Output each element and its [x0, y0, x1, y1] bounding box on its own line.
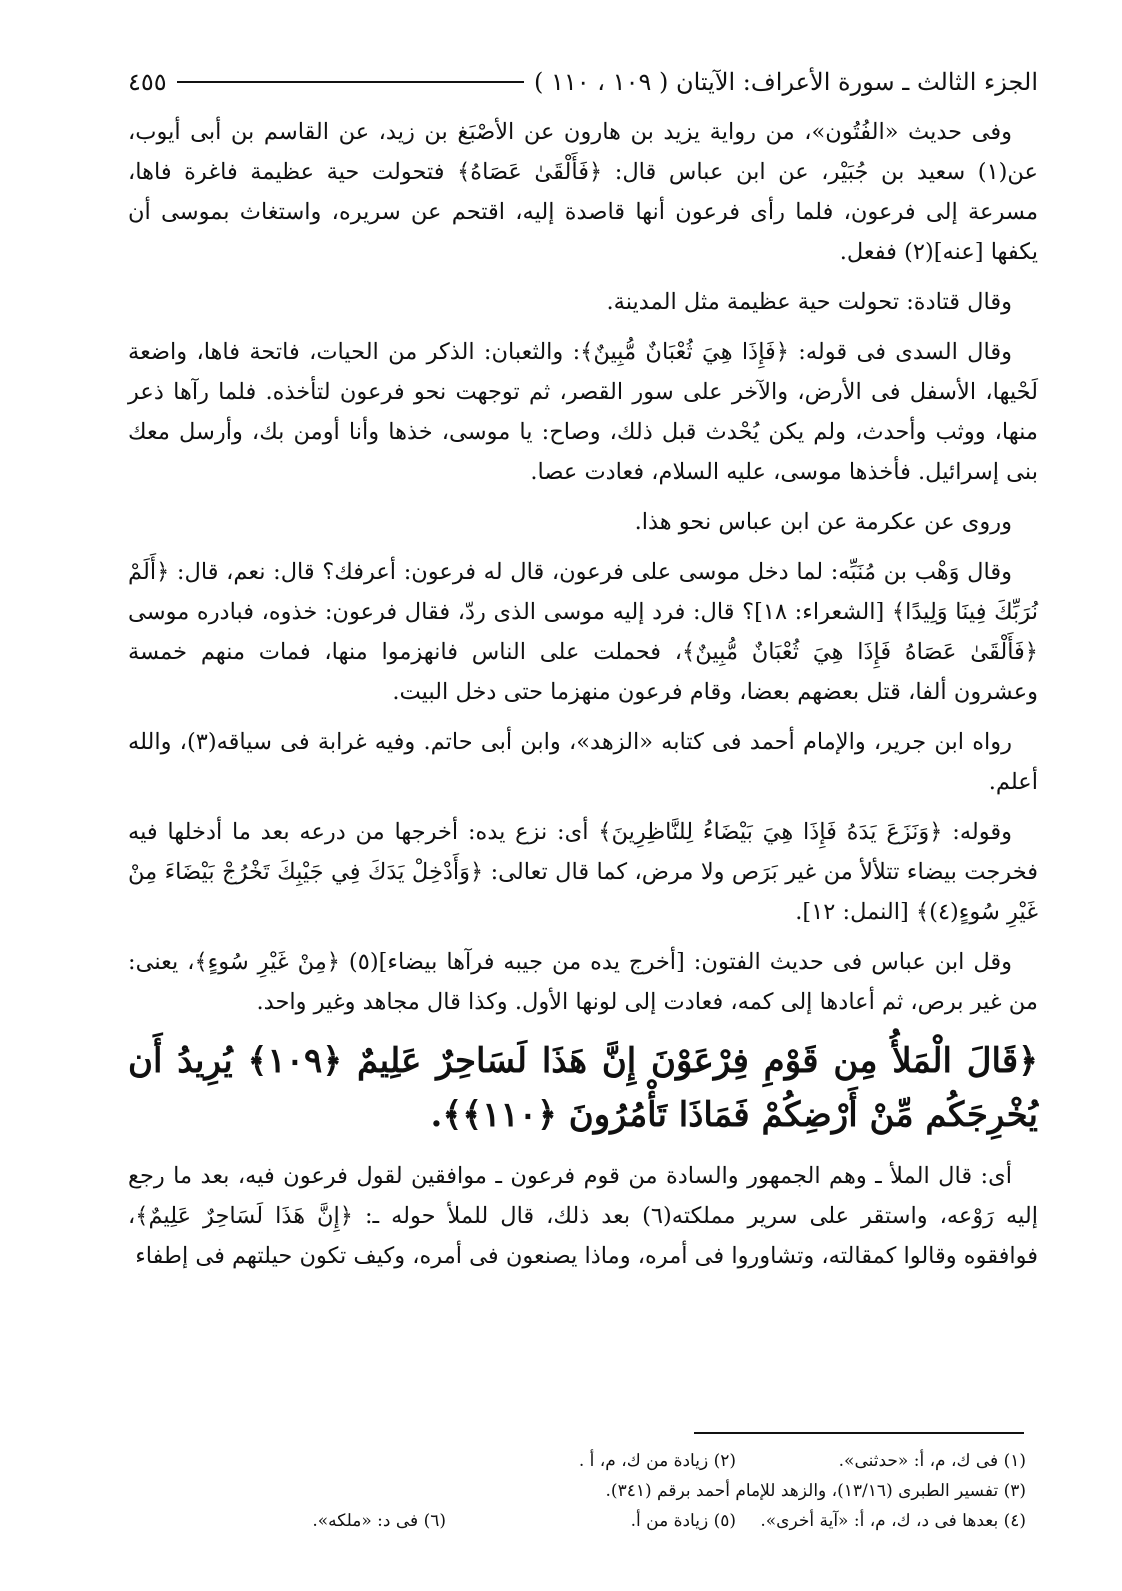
- footnotes: [190, 1446, 1026, 1536]
- footnote-6: (٦) فى د: «ملكه».: [312, 1511, 446, 1531]
- footnote-4: (٤) بعدها فى د، ك، م، أ: «آية أخرى».: [760, 1511, 1026, 1531]
- paragraph-futun: وفى حديث «الفُتُون»، من رواية يزيد بن هارون عن الأصْبَغ بن زيد، عن القاسم بن أبى أيوب، عن(١) سعيد بن جُبَيْر، عن ابن عباس قال: ﴿فَأَلْقَىٰ عَصَاهُ﴾ فتحولت حية عظيمة فاغرة فاها، مسرعة إلى فرعون، فلما رأى فرعون أنها قاصدة إليه، اقتحم عن سريره، واستغاث بموسى أن يكفها [عنه](٢) ففعل.: [128, 119, 1038, 265]
- main-text: [128, 112, 1038, 1286]
- paragraph-qatada: وقال قتادة: تحولت حية عظيمة مثل المدينة.: [606, 289, 1012, 315]
- paragraph-suddi: وقال السدى فى قوله: ﴿فَإِذَا هِيَ ثُعْبَانٌ مُّبِينٌ﴾: والثعبان: الذكر من الحيات، فاتحة فاها، واضعة لَحْيها، الأسفل فى الأرض، والآخر على سور القصر، ثم توجهت نحو فرعون لتأخذه. فلما رآها ذعر منها، ووثب وأحدث، ولم يكن يُحْدث قبل ذلك، وصاح: يا موسى، خذها وأنا أومن بك، وأرسل معك بنى إسرائيل. فأخذها موسى، عليه السلام، فعادت عصا.: [128, 339, 1038, 485]
- header-title: الجزء الثالث ـ سورة الأعراف: الآيتان ( ١٠٩ ، ١١٠ ): [533, 68, 1038, 96]
- paragraph-commentary: أى: قال الملأ ـ وهم الجمهور والسادة من قوم فرعون ـ موافقين لقول فرعون فيه، بعد ما رجع إليه رَوْعه، واستقر على سرير مملكته(٦) بعد ذلك، قال للملأ حوله ـ: ﴿إِنَّ هَذَا لَسَاحِرٌ عَلِيمٌ﴾، فوافقوه وقالوا كمقالته، وتشاوروا فى أمره، وماذا يصنعون فى أمره، وكيف تكون حيلتهم فى إطفاء: [128, 1163, 1038, 1269]
- footnote-row: [190, 1446, 1026, 1476]
- paragraph-ibn-jarir: رواه ابن جرير، والإمام أحمد فى كتابه «الزهد»، وابن أبى حاتم. وفيه غرابة فى سياقه(٣)، والله أعلم.: [128, 729, 1038, 795]
- header-rule: [177, 81, 524, 83]
- footnote-row: [190, 1476, 1026, 1506]
- footnote-divider: [694, 1432, 1024, 1434]
- paragraph-wahb: وقال وَهْب بن مُنَبِّه: لما دخل موسى على فرعون، قال له فرعون: أعرفك؟ قال: نعم، قال: ﴿أَلَمْ نُرَبِّكَ فِينَا وَلِيدًا﴾ [الشعراء: ١٨]؟ قال: فرد إليه موسى الذى ردّ، فقال فرعون: خذوه، فبادره موسى ﴿فَأَلْقَىٰ عَصَاهُ فَإِذَا هِيَ ثُعْبَانٌ مُّبِينٌ﴾، فحملت على الناس فانهزموا منها، فمات منهم خمسة وعشرون ألفا، قتل بعضهم بعضا، وقام فرعون منهزما حتى دخل البيت.: [128, 559, 1038, 705]
- footnote-1: (١) فى ك، م، أ: «حدثنى».: [838, 1451, 1026, 1471]
- footnote-3: (٣) تفسير الطبرى (١٣/١٦)، والزهد للإمام أحمد برقم (٣٤١).: [605, 1481, 1026, 1501]
- quran-ayah: ﴿قَالَ الْمَلأُ مِن قَوْمِ فِرْعَوْنَ إِنَّ هَذَا لَسَاحِرٌ عَلِيمٌ ﴿١٠٩﴾ يُرِيدُ أَن يُخْرِجَكُم مِّنْ أَرْضِكُمْ فَمَاذَا تَأْمُرُونَ ﴿١١٠﴾﴾.: [128, 1041, 1039, 1135]
- footnote-row: [190, 1506, 1026, 1536]
- footnote-5: (٥) زيادة من أ.: [630, 1511, 736, 1531]
- running-header: [128, 60, 1038, 104]
- page-number: ٤٥٥: [128, 68, 167, 96]
- paragraph-hand: وقوله: ﴿وَنَزَعَ يَدَهُ فَإِذَا هِيَ بَيْضَاءُ لِلنَّاظِرِينَ﴾ أى: نزع يده: أخرجها من درعه بعد ما أدخلها فيه فخرجت بيضاء تتلألأ من غير بَرَص ولا مرض، كما قال تعالى: ﴿وَأَدْخِلْ يَدَكَ فِي جَيْبِكَ تَخْرُجْ بَيْضَاءَ مِنْ غَيْرِ سُوءٍ(٤)﴾ [النمل: ١٢].: [128, 819, 1038, 925]
- footnote-2: (٢) زيادة من ك، م، أ .: [578, 1451, 736, 1471]
- paragraph-ikrima: وروى عن عكرمة عن ابن عباس نحو هذا.: [634, 509, 1012, 535]
- paragraph-ibn-abbas: وقل ابن عباس فى حديث الفتون: [أخرج يده من جيبه فرآها بيضاء](٥) ﴿مِنْ غَيْرِ سُوءٍ﴾، يعنى: من غير برص، ثم أعادها إلى كمه، فعادت إلى لونها الأول. وكذا قال مجاهد وغير واحد.: [128, 949, 1038, 1015]
